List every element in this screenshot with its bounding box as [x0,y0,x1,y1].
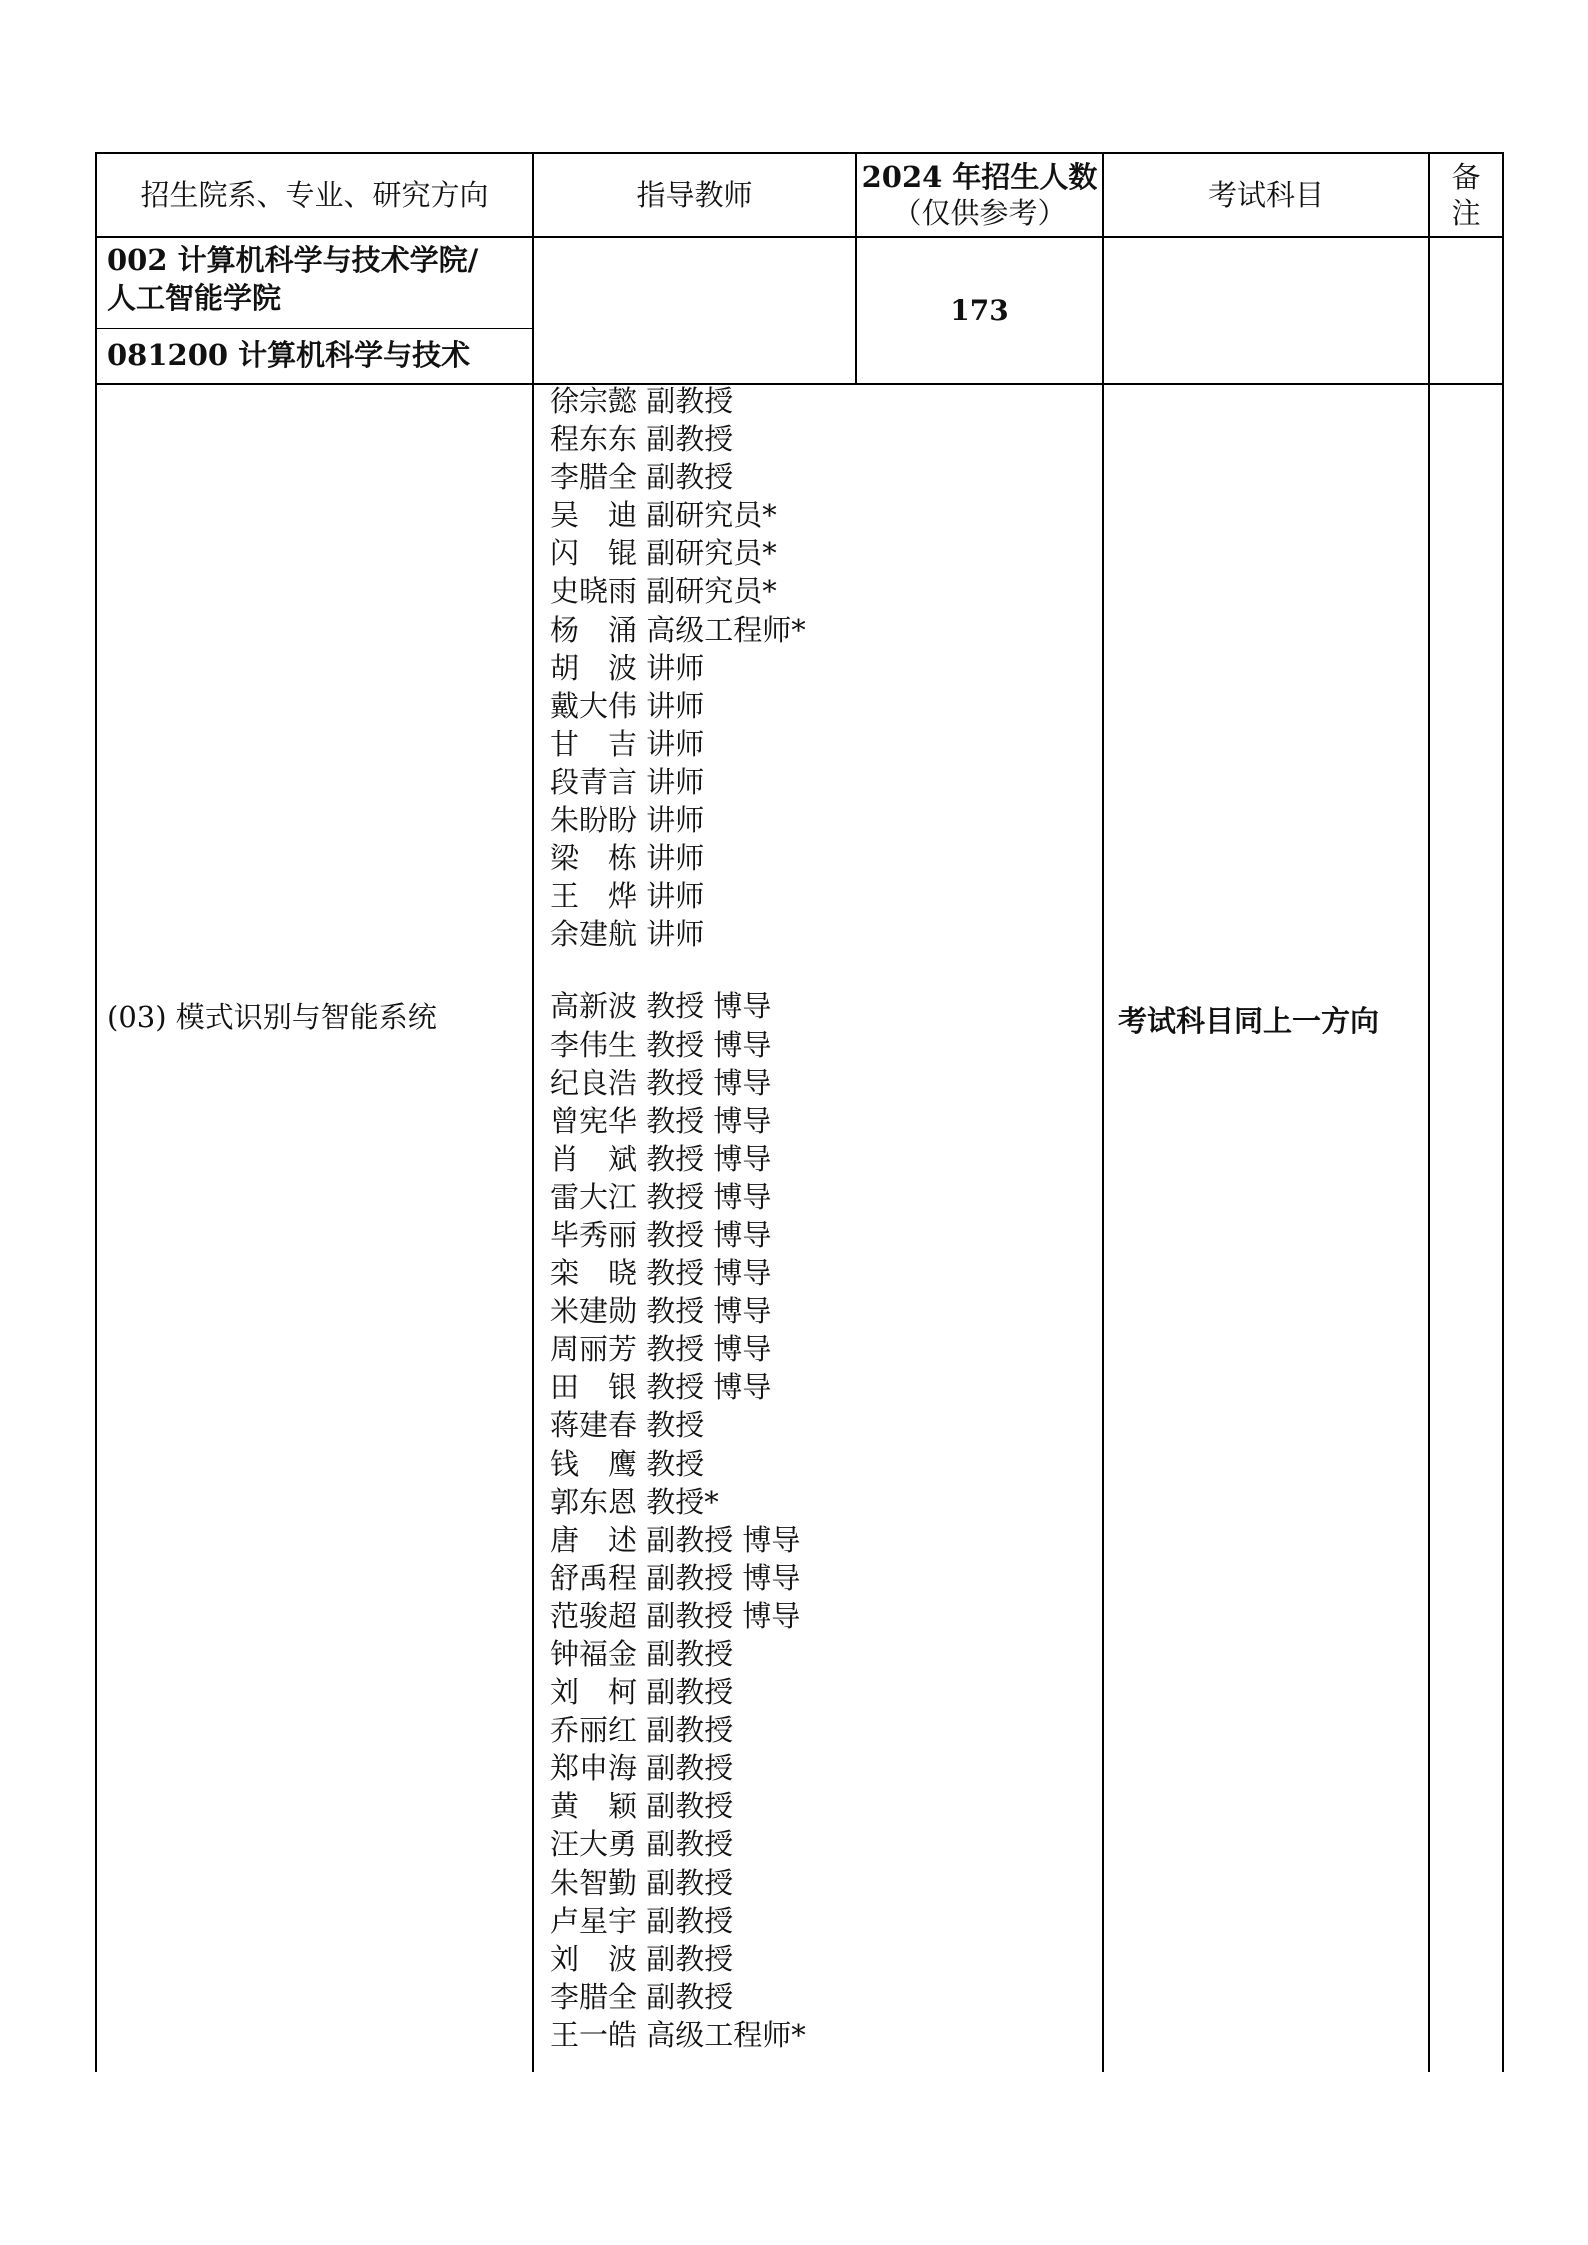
enrollment-count: 173 [950,294,1009,327]
header-advisor-label: 指导教师 [636,178,753,212]
advisor-item: 郑申海 副教授 [550,1751,734,1786]
col-left-border [95,152,97,2072]
advisor-item: 范骏超 副教授 博导 [550,1598,801,1633]
department-name-line2: 人工智能学院 [107,281,282,315]
advisor-item: 纪良浩 教授 博导 [550,1065,772,1100]
advisor-item: 史晓雨 副研究员* [550,574,777,609]
advisor-item: 舒禹程 副教授 博导 [550,1560,801,1595]
header-enrollment [857,154,1102,236]
advisor-item: 刘 柯 副教授 [550,1675,734,1710]
advisor-item: 李伟生 教授 博导 [550,1027,772,1062]
advisor-item: 唐 述 副教授 博导 [550,1522,801,1557]
advisor-item: 刘 波 副教授 [550,1941,734,1976]
advisor-item: 米建勋 教授 博导 [550,1294,772,1329]
advisor-item: 朱智勤 副教授 [550,1865,734,1900]
advisor-item: 余建航 讲师 [550,917,705,952]
advisor-item: 戴大伟 讲师 [550,688,705,723]
advisor-item: 钟福金 副教授 [550,1637,734,1671]
advisor-item: 高新波 教授 博导 [550,989,772,1024]
department-name [107,241,527,317]
advisor-item: 李腊全 副教授 [550,460,734,495]
header-remarks-line1: 备 [1451,160,1481,194]
exam-subjects: 考试科目同上一方向 [1118,1004,1380,1038]
major-name [107,336,470,374]
advisor-list-gap [550,953,806,987]
advisor-item: 梁 栋 讲师 [550,841,705,876]
advisor-item: 郭东恩 教授* [550,1484,719,1519]
header-enrollment-line2: （仅供参考） [892,196,1067,230]
header-enrollment-line1: 2024 年招生人数 [861,160,1098,194]
advisor-item: 栾 晓 教授 博导 [550,1256,772,1291]
advisor-item: 汪大勇 副教授 [550,1827,734,1862]
col-right-border [1502,152,1504,2072]
major-name-label: 081200 计算机科学与技术 [107,338,471,372]
advisor-item: 段青言 讲师 [550,764,705,799]
department-name-line1: 002 计算机科学与技术学院/ [107,243,479,277]
research-direction: (03) 模式识别与智能系统 [107,1000,437,1034]
advisor-item: 李腊全 副教授 [550,1979,734,2014]
advisor-item: 毕秀丽 教授 博导 [550,1217,772,1252]
col-divider-4 [1428,152,1430,2072]
advisor-item: 吴 迪 副研究员* [550,498,777,533]
dept-divider [95,328,533,329]
advisor-item: 曾宪华 教授 博导 [550,1103,772,1138]
header-bottom-border [95,236,1504,238]
advisor-item: 闪 锟 副研究员* [550,536,777,571]
header-exam [1104,154,1428,236]
advisor-item: 胡 波 讲师 [550,650,705,685]
col-divider-3 [1102,152,1104,2072]
advisor-item: 王一皓 高级工程师* [550,2017,806,2052]
advisor-item: 程东东 副教授 [550,422,734,457]
advisor-item: 乔丽红 副教授 [550,1713,734,1748]
header-department-label: 招生院系、专业、研究方向 [140,178,489,212]
advisor-item: 朱盼盼 讲师 [550,803,705,838]
advisor-item: 黄 颖 副教授 [550,1789,734,1824]
advisor-item: 雷大江 教授 博导 [550,1179,772,1214]
advisor-item: 甘 吉 讲师 [550,726,705,761]
header-remarks-line2: 注 [1451,196,1481,230]
advisor-item: 杨 涌 高级工程师* [550,612,806,647]
advisor-item: 徐宗懿 副教授 [550,384,734,418]
advisor-item: 卢星宇 副教授 [550,1903,734,1938]
header-advisor [534,154,855,236]
header-remarks [1430,154,1502,236]
advisor-item: 肖 斌 教授 博导 [550,1141,772,1176]
col-divider-1 [532,152,534,2072]
advisor-item: 周丽芳 教授 博导 [550,1332,772,1367]
advisor-item: 王 烨 讲师 [550,879,705,914]
advisor-item: 蒋建春 教授 [550,1408,705,1443]
header-exam-label: 考试科目 [1207,178,1324,212]
advisor-list [550,382,806,2054]
header-department [97,154,532,236]
advisor-item: 田 银 教授 博导 [550,1370,772,1405]
advisor-item: 钱 鹰 教授 [550,1446,705,1481]
